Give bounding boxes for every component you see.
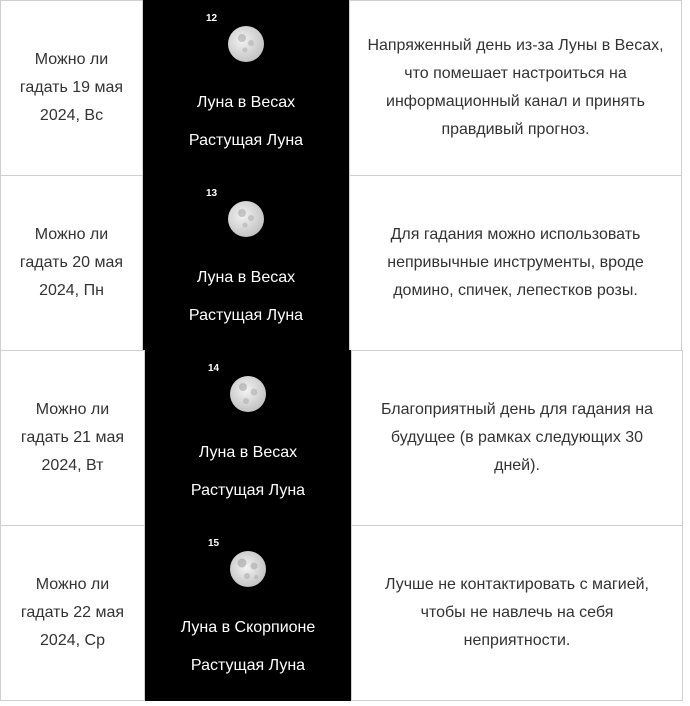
moon-sign: Луна в Весах xyxy=(196,269,296,286)
full-moon-icon xyxy=(227,548,269,590)
moon-cell xyxy=(145,525,351,701)
lunar-day-number: 15 xyxy=(208,538,220,549)
table-row xyxy=(0,0,690,176)
description-text: Благоприятный день для гадания на будущее (в рамках следующих 30 дней). xyxy=(380,401,653,474)
description-cell xyxy=(351,350,683,526)
date-line: гадать 20 мая xyxy=(19,254,124,271)
lunar-day-number: 12 xyxy=(206,13,218,24)
lunar-day-number: 14 xyxy=(208,363,220,374)
lunar-day-number: 13 xyxy=(206,188,218,199)
waxing-gibbous-moon-icon xyxy=(225,198,267,240)
date-cell xyxy=(0,0,143,176)
date-line: гадать 19 мая xyxy=(19,79,124,96)
date-line: гадать 22 мая xyxy=(20,604,125,621)
moon-phase: Растущая Луна xyxy=(190,657,306,674)
moon-phase: Растущая Луна xyxy=(190,482,306,499)
date-text xyxy=(21,396,124,480)
near-full-moon-icon xyxy=(227,373,269,415)
description-text: Напряженный день из-за Луны в Весах, что помешает настроиться на информационный канал и принять правдивый прогноз. xyxy=(367,37,664,138)
description-cell xyxy=(349,0,682,176)
moon-sign: Луна в Весах xyxy=(198,444,298,461)
date-line: Можно ли xyxy=(35,576,110,593)
table-row xyxy=(0,175,690,351)
date-text xyxy=(20,46,123,130)
waxing-gibbous-moon-icon xyxy=(225,23,267,65)
moon-cell xyxy=(145,350,351,526)
table-row xyxy=(0,525,690,701)
date-line: 2024, Ср xyxy=(40,632,105,649)
date-line: Можно ли xyxy=(34,51,109,68)
date-cell xyxy=(0,175,143,351)
date-cell xyxy=(0,350,145,526)
date-line: Можно ли xyxy=(35,401,110,418)
description-text: Лучше не контактировать с магией, чтобы не навлечь на себя неприятности. xyxy=(385,576,649,649)
description-cell xyxy=(349,175,682,351)
moon-sign: Луна в Скорпионе xyxy=(180,619,316,636)
date-line: Можно ли xyxy=(34,226,109,243)
date-line: 2024, Пн xyxy=(39,282,104,299)
table-row xyxy=(0,350,690,526)
moon-phase: Растущая Луна xyxy=(188,307,304,324)
date-line: гадать 21 мая xyxy=(20,429,125,446)
moon-cell xyxy=(143,0,349,176)
description-text: Для гадания можно использовать непривычные инструменты, вроде домино, спичек, лепестков розы. xyxy=(387,226,644,299)
moon-cell xyxy=(143,175,349,351)
date-text xyxy=(20,221,123,305)
description-cell xyxy=(351,525,683,701)
date-text xyxy=(21,571,124,655)
moon-phase: Растущая Луна xyxy=(188,132,304,149)
date-line: 2024, Вс xyxy=(39,107,104,124)
date-cell xyxy=(0,525,145,701)
moon-sign: Луна в Весах xyxy=(196,94,296,111)
date-line: 2024, Вт xyxy=(41,457,104,474)
